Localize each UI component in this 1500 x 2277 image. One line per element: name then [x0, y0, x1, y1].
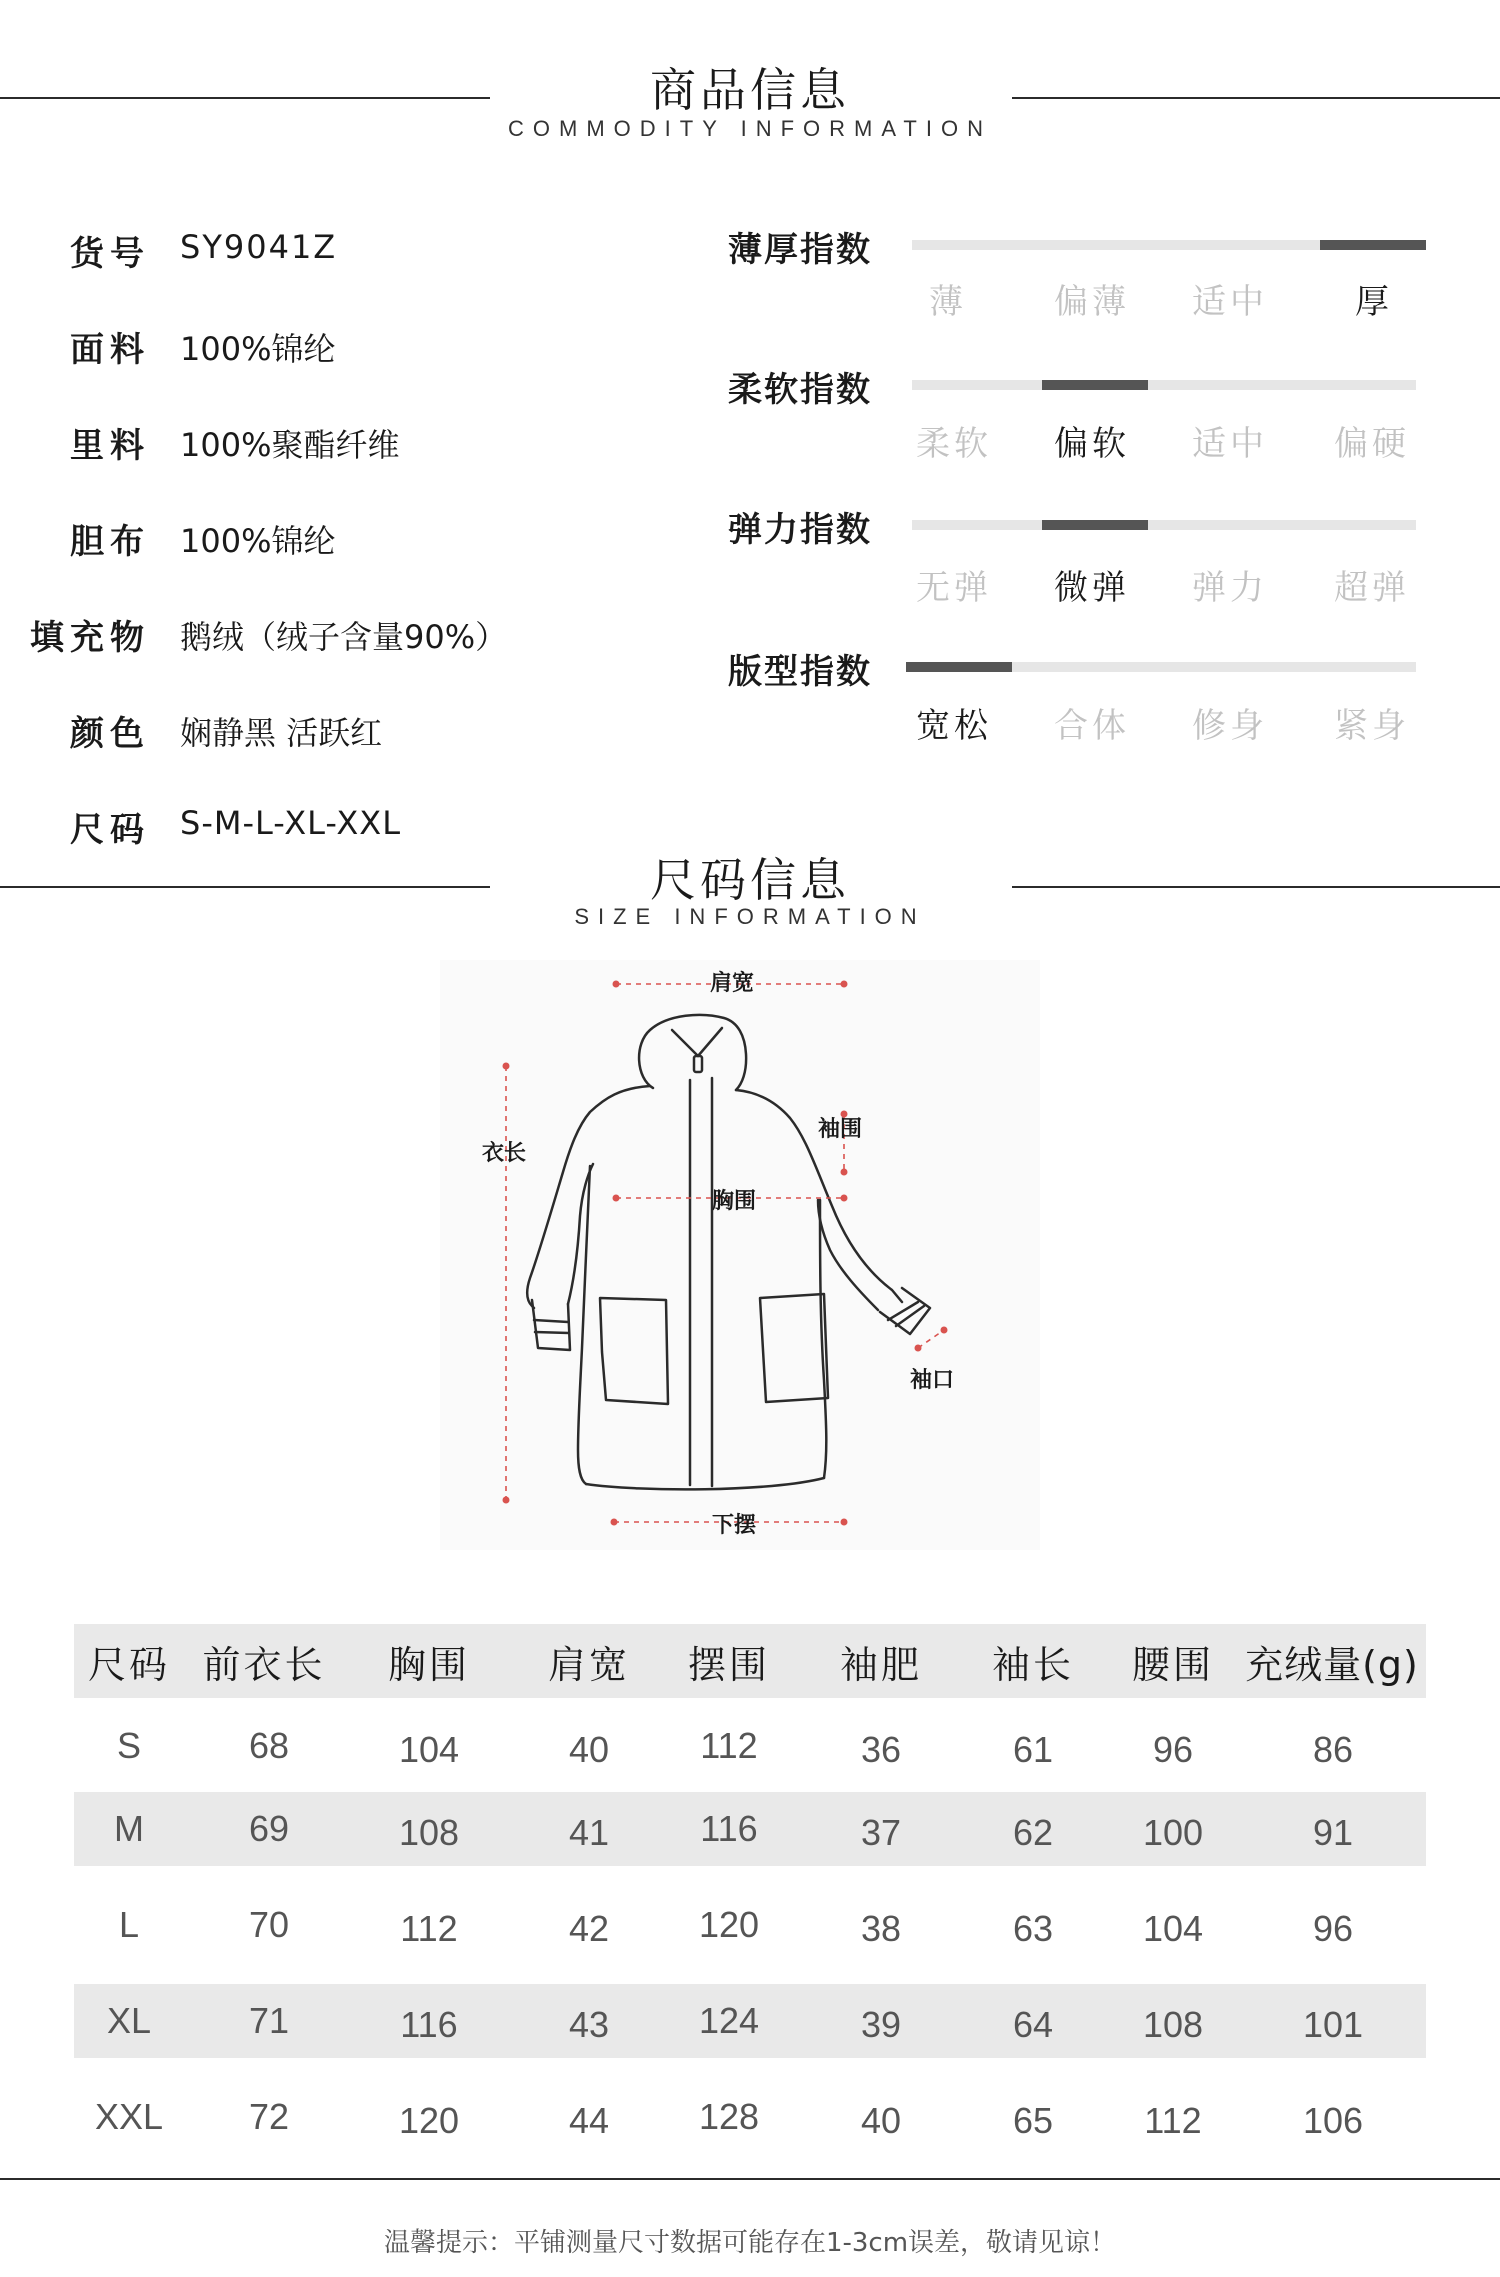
- info-label-size: 尺码: [70, 810, 150, 850]
- table-cell: 128: [698, 2096, 760, 2137]
- info-value-sku: SY9041Z: [180, 228, 338, 266]
- index-option: 无弹: [916, 568, 992, 608]
- info-value-lining: 100%聚酯纤维: [180, 426, 400, 464]
- footer-note: 温馨提示：平铺测量尺寸数据可能存在1-3cm误差，敬请见谅！: [383, 2228, 1117, 2258]
- table-cell: 69: [248, 1808, 290, 1849]
- table-cell: 41: [568, 1812, 610, 1853]
- table-header-cell: 前衣长: [202, 1642, 326, 1687]
- table-cell: 106: [1302, 2100, 1364, 2141]
- table-cell: 112: [1144, 2100, 1202, 2141]
- table-cell: 112: [700, 1725, 758, 1766]
- table-header-cell: 袖长: [991, 1642, 1074, 1687]
- index-option: 紧身: [1334, 706, 1410, 746]
- table-cell: 120: [398, 2100, 460, 2141]
- index-option: 偏薄: [1054, 282, 1130, 322]
- table-cell: 124: [698, 2000, 760, 2041]
- table-header-cell: 充绒量(g): [1245, 1642, 1419, 1687]
- info-label-filling: 填充物: [30, 618, 150, 658]
- table-cell: 91: [1312, 1812, 1354, 1853]
- index-option-selected: 微弹: [1054, 568, 1130, 608]
- diagram-label-length: 衣长: [482, 1141, 527, 1166]
- index-option: 弹力: [1192, 568, 1268, 608]
- index-option: 超弹: [1334, 568, 1410, 608]
- diagram-label-shoulder: 肩宽: [710, 971, 755, 996]
- table-header-cell: 袖肥: [839, 1642, 922, 1687]
- table-cell: 64: [1012, 2004, 1054, 2045]
- table-cell: 44: [568, 2100, 610, 2141]
- index-track-fit: [906, 662, 1416, 672]
- table-cell: 36: [860, 1729, 902, 1770]
- table-cell: 108: [1142, 2004, 1204, 2045]
- info-value-fabric: 100%锦纶: [180, 330, 336, 368]
- index-option-selected: 宽松: [916, 706, 992, 746]
- table-cell: 112: [400, 1908, 458, 1949]
- table-cell: 40: [860, 2100, 902, 2141]
- info-label-sku: 货号: [70, 234, 150, 274]
- table-cell: 104: [398, 1729, 460, 1770]
- info-label-fabric: 面料: [70, 330, 150, 370]
- size-table: [74, 1624, 1426, 2176]
- table-header-cell: 尺码: [87, 1642, 170, 1687]
- index-option: 合体: [1054, 706, 1130, 746]
- table-row: [74, 1792, 1426, 1866]
- index-option: 偏硬: [1334, 424, 1410, 464]
- info-label-lining: 里料: [70, 426, 150, 466]
- index-title-softness: 柔软指数: [728, 370, 872, 410]
- table-cell: 96: [1312, 1908, 1354, 1949]
- index-option: 修身: [1192, 706, 1268, 746]
- index-track-thickness: [912, 240, 1416, 250]
- index-track-elasticity: [912, 520, 1416, 530]
- info-value-size: S-M-L-XL-XXL: [180, 804, 402, 842]
- index-option-selected: 厚: [1355, 282, 1393, 322]
- table-header-row: [74, 1624, 1426, 1698]
- info-value-inner: 100%锦纶: [180, 522, 336, 560]
- index-option-selected: 偏软: [1054, 424, 1130, 464]
- table-cell: 61: [1012, 1729, 1054, 1770]
- table-cell: 43: [568, 2004, 610, 2045]
- table-cell-size: S: [116, 1725, 141, 1766]
- table-cell-size: M: [114, 1808, 144, 1849]
- table-header-cell: 肩宽: [547, 1642, 630, 1687]
- table-cell: 96: [1152, 1729, 1194, 1770]
- table-cell: 40: [568, 1729, 610, 1770]
- index-fill-fit: [906, 662, 1012, 672]
- info-value-color: 娴静黑 活跃红: [180, 714, 383, 752]
- table-cell: 108: [398, 1812, 460, 1853]
- table-cell-size: XL: [106, 2000, 152, 2041]
- table-cell: 63: [1012, 1908, 1054, 1949]
- index-option: 适中: [1192, 282, 1268, 322]
- index-title-fit: 版型指数: [728, 652, 872, 692]
- table-cell: 39: [860, 2004, 902, 2045]
- table-cell: 71: [248, 2000, 290, 2041]
- index-fill-thickness: [1320, 240, 1426, 250]
- size-section-title: 尺码信息: [650, 853, 850, 907]
- table-cell-size: XXL: [94, 2096, 164, 2137]
- index-option: 薄: [929, 282, 967, 322]
- table-cell: 104: [1142, 1908, 1204, 1949]
- coat-measurement-diagram: [440, 960, 1040, 1550]
- index-title-thickness: 薄厚指数: [728, 230, 872, 270]
- diagram-label-sleeve-circumference: 袖围: [818, 1117, 863, 1142]
- diagram-label-cuff: 袖口: [910, 1368, 955, 1393]
- diagram-label-hem: 下摆: [712, 1513, 757, 1538]
- index-fill-softness: [1042, 380, 1148, 390]
- index-option: 柔软: [916, 424, 992, 464]
- table-header-cell: 胸围: [387, 1642, 470, 1687]
- index-option: 适中: [1192, 424, 1268, 464]
- table-row: [74, 1698, 1426, 1794]
- table-cell: 116: [400, 2004, 458, 2045]
- footer-divider: [0, 2178, 1500, 2180]
- table-cell: 86: [1312, 1729, 1354, 1770]
- table-cell: 38: [860, 1908, 902, 1949]
- table-cell: 70: [248, 1904, 290, 1945]
- info-value-filling: 鹅绒（绒子含量90%）: [180, 618, 508, 656]
- table-cell: 72: [248, 2096, 290, 2137]
- table-cell: 116: [700, 1808, 758, 1849]
- table-row: [74, 1866, 1426, 1984]
- index-track-softness: [912, 380, 1416, 390]
- table-cell: 100: [1142, 1812, 1204, 1853]
- table-cell: 62: [1012, 1812, 1054, 1853]
- index-fill-elasticity: [1042, 520, 1148, 530]
- table-cell: 65: [1012, 2100, 1054, 2141]
- table-cell: 101: [1302, 2004, 1364, 2045]
- table-cell: 68: [248, 1725, 290, 1766]
- table-row: [74, 2058, 1426, 2176]
- index-title-elasticity: 弹力指数: [728, 510, 872, 550]
- diagram-label-chest: 胸围: [712, 1189, 757, 1214]
- product-section-subtitle: COMMODITY INFORMATION: [508, 116, 992, 141]
- info-label-color: 颜色: [70, 714, 150, 754]
- info-label-inner: 胆布: [70, 522, 150, 562]
- product-section-title: 商品信息: [650, 63, 850, 117]
- table-cell-size: L: [118, 1904, 140, 1945]
- table-row: [74, 1984, 1426, 2058]
- table-header-cell: 腰围: [1131, 1642, 1214, 1687]
- table-cell: 42: [568, 1908, 610, 1949]
- table-cell: 37: [860, 1812, 902, 1853]
- table-header-cell: 摆围: [687, 1642, 770, 1687]
- size-section-subtitle: SIZE INFORMATION: [574, 904, 926, 929]
- table-cell: 120: [698, 1904, 760, 1945]
